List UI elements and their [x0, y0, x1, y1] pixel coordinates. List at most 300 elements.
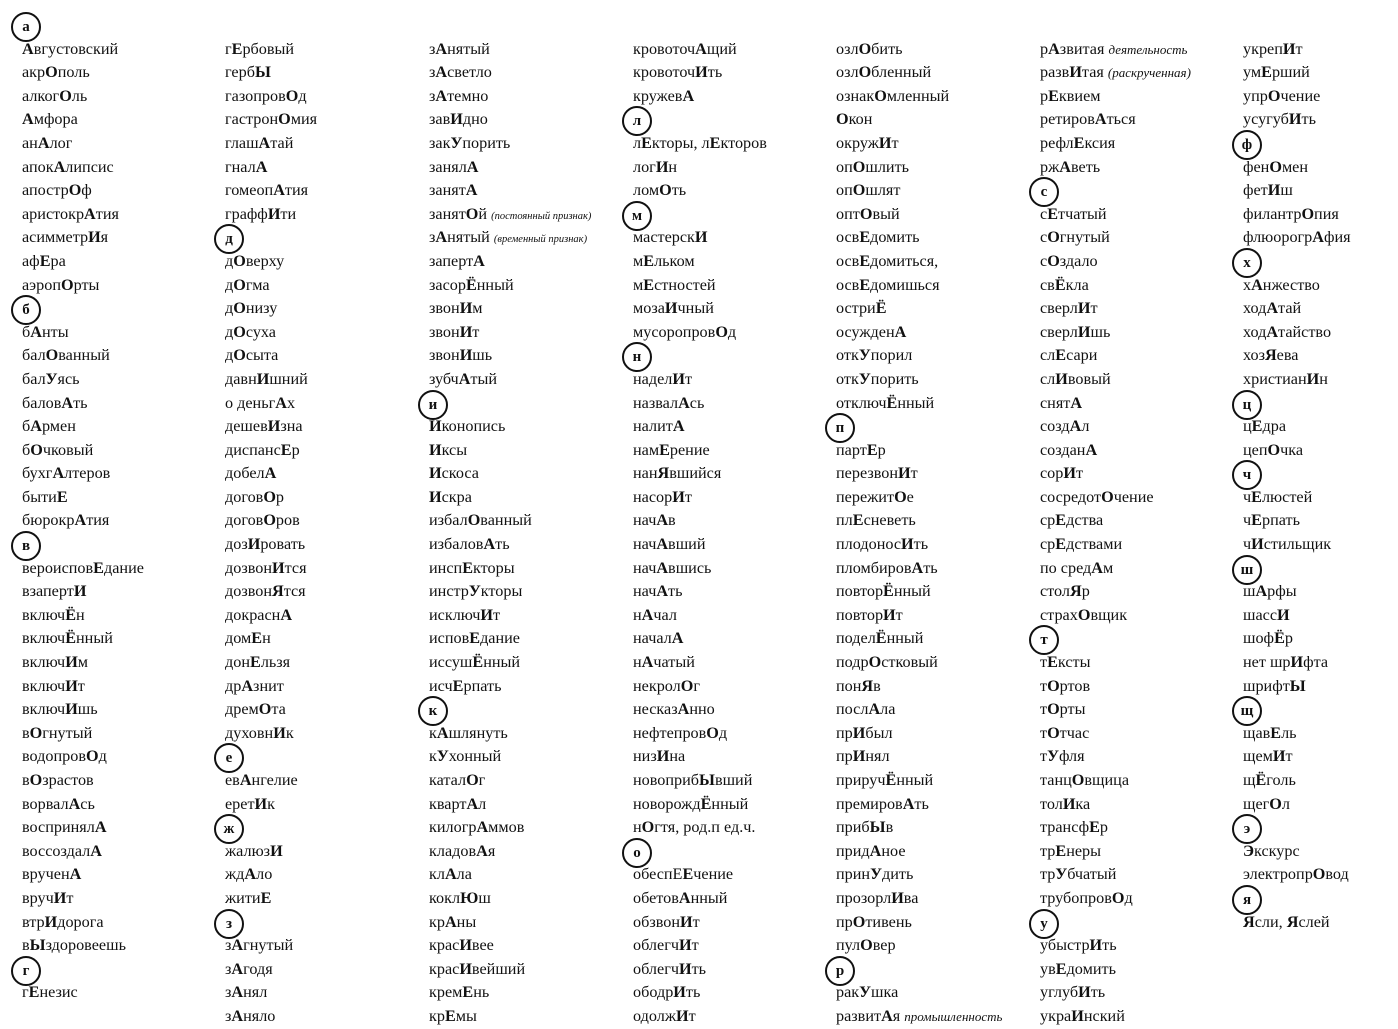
- dictionary-entry: [1040, 415, 1240, 439]
- word-fragment: д: [1124, 888, 1133, 907]
- word-fragment: асимметр: [22, 228, 89, 247]
- word-fragment: кскурс: [1253, 841, 1300, 860]
- stressed-letter: О: [1269, 157, 1282, 176]
- section-letter-badge: ш: [1232, 555, 1262, 585]
- blank-row: [429, 14, 629, 38]
- dictionary-entry: [225, 722, 425, 746]
- dictionary-entry: [22, 934, 222, 958]
- word-fragment: ровать: [260, 535, 306, 554]
- word-fragment: стол: [1040, 582, 1071, 601]
- word-fragment: добел: [225, 464, 265, 483]
- stressed-letter: О: [852, 912, 866, 931]
- stressed-letter: А: [672, 417, 685, 436]
- stressed-letter: И: [883, 605, 896, 624]
- word-fragment: ть: [707, 63, 723, 82]
- dictionary-entry: [836, 769, 1036, 793]
- stressed-letter: И: [673, 983, 686, 1002]
- dictionary-entry: [1040, 344, 1240, 368]
- dictionary-entry: [633, 462, 833, 486]
- stressed-letter: И: [664, 299, 678, 318]
- word-fragment: нефтепров: [633, 723, 707, 742]
- word-fragment: дешев: [225, 417, 268, 436]
- dictionary-entry: [429, 274, 629, 298]
- dictionary-entry: [1243, 344, 1398, 368]
- word-fragment: рпать: [463, 676, 502, 695]
- word-fragment: нно: [689, 700, 715, 719]
- dictionary-entry: [1040, 61, 1240, 85]
- word-fragment: ров: [275, 511, 300, 530]
- word-fragment: д: [298, 86, 307, 105]
- dictionary-entry: [633, 38, 833, 62]
- dictionary-entry: [225, 675, 425, 699]
- entry-note: деятельность: [1108, 41, 1188, 57]
- stressed-letter: А: [30, 322, 42, 341]
- word-fragment: плодонос: [836, 535, 902, 554]
- dictionary-entry: [836, 509, 1036, 533]
- word-fragment: назвал: [633, 393, 679, 412]
- stressed-letter: А: [678, 888, 691, 907]
- word-fragment: т: [684, 487, 692, 506]
- dictionary-entry: [429, 156, 629, 180]
- dictionary-entry: [836, 203, 1036, 227]
- word-fragment: квием: [1058, 86, 1101, 105]
- word-fragment: нжество: [1262, 275, 1320, 294]
- word-fragment: т: [891, 133, 899, 152]
- word-fragment: низу: [245, 299, 278, 318]
- word-fragment: т: [1285, 747, 1293, 766]
- section-letter-badge: н: [622, 342, 652, 372]
- dictionary-entry: [225, 250, 425, 274]
- stressed-letter: А: [255, 157, 268, 176]
- word-fragment: стильщик: [1263, 535, 1332, 554]
- dictionary-entry: [1040, 439, 1240, 463]
- dictionary-entry: [429, 722, 629, 746]
- stressed-letter: И: [73, 582, 87, 601]
- dictionary-entry: [633, 604, 833, 628]
- word-fragment: св: [1040, 275, 1055, 294]
- word-fragment: сор: [1040, 464, 1064, 483]
- stressed-letter: У: [858, 369, 871, 388]
- word-fragment: з: [429, 39, 436, 58]
- word-fragment: с: [1040, 228, 1048, 247]
- word-fragment: бухг: [22, 464, 53, 483]
- stressed-letter: Е: [1251, 417, 1263, 436]
- word-fragment: моза: [633, 299, 665, 318]
- word-fragment: ясь: [57, 369, 80, 388]
- section-letter-badge: э: [1232, 814, 1262, 844]
- stressed-letter: И: [480, 605, 494, 624]
- section-letter-badge: с: [1029, 177, 1059, 207]
- word-fragment: упр: [1243, 86, 1268, 105]
- word-fragment: тайство: [1278, 322, 1332, 341]
- word-fragment: рак: [836, 983, 860, 1002]
- word-fragment: нач: [633, 582, 657, 601]
- word-fragment: бчатый: [1067, 865, 1117, 884]
- stressed-letter: И: [459, 322, 473, 341]
- word-fragment: пл: [836, 511, 853, 530]
- section-letter-row: [633, 344, 833, 368]
- stressed-letter: А: [1266, 299, 1279, 318]
- word-fragment: дание: [480, 629, 520, 648]
- stressed-letter: Е: [1055, 346, 1067, 365]
- stressed-letter: О: [868, 653, 882, 672]
- word-fragment: лог: [49, 133, 73, 152]
- dictionary-entry: [225, 698, 425, 722]
- dictionary-entry: [1040, 1005, 1240, 1029]
- stressed-letter: Я: [1070, 582, 1082, 601]
- word-fragment: нский: [1083, 1006, 1125, 1025]
- word-fragment: в: [22, 771, 30, 789]
- blank-row: [1243, 14, 1398, 38]
- word-fragment: остри: [836, 299, 876, 318]
- word-fragment: н: [633, 653, 642, 672]
- stressed-letter: Е: [643, 251, 655, 270]
- dictionary-entry: [429, 344, 629, 368]
- dictionary-entry: [633, 179, 833, 203]
- word-fragment: ксия: [1084, 133, 1116, 152]
- word-fragment: др: [225, 676, 242, 695]
- stressed-letter: И: [273, 723, 286, 742]
- stressed-letter: А: [53, 157, 66, 176]
- word-fragment: н: [668, 157, 678, 176]
- dictionary-entry: [225, 557, 425, 581]
- dictionary-entry: [22, 675, 222, 699]
- word-fragment: лтеров: [64, 464, 111, 483]
- word-fragment: т: [1040, 700, 1048, 719]
- dictionary-entry: [633, 958, 833, 982]
- word-fragment: вер: [872, 936, 896, 955]
- section-letter-row: [22, 297, 222, 321]
- stressed-letter: О: [466, 771, 479, 789]
- word-fragment: глаш: [225, 133, 259, 152]
- dictionary-entry: [836, 840, 1036, 864]
- word-fragment: тр: [1040, 841, 1056, 860]
- word-fragment: гтя, род.п ед.ч.: [654, 818, 756, 837]
- stressed-letter: У: [859, 983, 872, 1002]
- dictionary-entry: [1040, 604, 1240, 628]
- word-fragment: кторы: [473, 558, 515, 577]
- word-fragment: гастрон: [225, 110, 279, 129]
- word-fragment: лом: [633, 181, 660, 200]
- stressed-letter: А: [280, 605, 293, 624]
- word-fragment: инсп: [429, 558, 463, 577]
- word-fragment: конопись: [441, 417, 506, 436]
- dictionary-entry: [633, 61, 833, 85]
- stressed-letter: О: [852, 157, 866, 176]
- stressed-letter: Е: [682, 865, 694, 884]
- word-fragment: чал: [653, 605, 677, 624]
- dictionary-entry: [429, 863, 629, 887]
- word-fragment: вшись: [668, 558, 712, 577]
- stressed-letter: Я: [1264, 346, 1277, 365]
- dictionary-entry: [429, 226, 629, 250]
- word-fragment: нный: [897, 393, 935, 412]
- word-fragment: озл: [836, 63, 859, 82]
- word-fragment: осв: [836, 228, 860, 247]
- dictionary-entry: [22, 321, 222, 345]
- word-fragment: трансф: [1040, 818, 1090, 837]
- word-fragment: ны: [456, 912, 477, 931]
- word-fragment: т: [77, 676, 85, 695]
- section-letter-row: [429, 392, 629, 416]
- word-fragment: ть: [913, 535, 929, 554]
- dictionary-entry: [22, 769, 222, 793]
- section-letter-badge: я: [1232, 885, 1262, 915]
- word-fragment: кон: [848, 110, 873, 129]
- word-fragment: оп: [836, 157, 853, 176]
- word-fragment: нял: [243, 983, 268, 1002]
- stressed-letter: И: [65, 676, 78, 695]
- word-fragment: чка: [1280, 440, 1304, 459]
- section-letter-row: [1243, 462, 1398, 486]
- word-fragment: ть: [923, 558, 938, 577]
- word-fragment: включ: [22, 605, 66, 624]
- dictionary-entry: [836, 179, 1036, 203]
- word-fragment: осв: [836, 251, 860, 270]
- word-fragment: догов: [225, 487, 264, 506]
- word-fragment: домишься: [870, 275, 940, 294]
- dictionary-entry: [1040, 840, 1240, 864]
- word-fragment: д: [98, 747, 107, 766]
- stressed-letter: И: [429, 417, 442, 436]
- dictionary-entry: [22, 627, 222, 651]
- word-fragment: развит: [836, 1006, 882, 1025]
- dictionary-entry: [633, 911, 833, 935]
- word-fragment: занят: [429, 181, 466, 200]
- word-fragment: шоф: [1243, 629, 1275, 648]
- stressed-letter: О: [1071, 771, 1085, 789]
- word-fragment: несказ: [633, 700, 678, 719]
- word-fragment: звон: [429, 322, 460, 341]
- word-fragment: щем: [1243, 747, 1273, 766]
- word-fragment: занят: [429, 204, 466, 223]
- dictionary-entry: [429, 816, 629, 840]
- stressed-letter: И: [901, 535, 914, 554]
- stressed-letter: Ё: [465, 275, 477, 294]
- section-letter-row: [1040, 627, 1240, 651]
- word-fragment: дорога: [57, 912, 104, 931]
- stressed-letter: И: [88, 228, 101, 247]
- word-fragment: пломбиров: [836, 558, 912, 577]
- word-fragment: опт: [836, 204, 860, 223]
- word-fragment: т: [66, 888, 74, 907]
- word-fragment: льком: [654, 251, 695, 270]
- dictionary-entry: [429, 297, 629, 321]
- word-fragment: кровоточ: [633, 39, 696, 58]
- stressed-letter: А: [435, 39, 448, 58]
- stressed-letter: А: [436, 723, 449, 742]
- stressed-letter: И: [1077, 299, 1091, 318]
- word-fragment: кладов: [429, 841, 477, 860]
- dictionary-entry: [1243, 297, 1398, 321]
- dictionary-entry: [836, 486, 1036, 510]
- word-fragment: парт: [836, 440, 867, 459]
- stressed-letter: А: [231, 1006, 244, 1025]
- section-letter-row: [22, 958, 222, 982]
- word-fragment: в: [668, 511, 676, 530]
- word-fragment: тай: [270, 133, 294, 152]
- word-fragment: е: [906, 487, 914, 506]
- stressed-letter: Е: [641, 133, 652, 152]
- stressed-letter: А: [1094, 110, 1107, 129]
- dictionary-entry: [225, 627, 425, 651]
- word-fragment: нач: [633, 511, 657, 530]
- dictionary-entry: [633, 297, 833, 321]
- stressed-letter: Е: [866, 440, 878, 459]
- word-fragment: фен: [1243, 157, 1270, 176]
- dictionary-entry: [1040, 132, 1240, 156]
- word-fragment: н: [76, 605, 85, 624]
- stressed-letter: Е: [280, 440, 292, 459]
- stressed-letter: О: [68, 181, 82, 200]
- dictionary-entry: [1243, 321, 1398, 345]
- word-fragment: тся: [283, 582, 306, 601]
- word-fragment: р: [291, 440, 300, 459]
- word-fragment: шь: [77, 700, 98, 719]
- stressed-letter: Е: [859, 251, 871, 270]
- stressed-letter: О: [45, 63, 58, 82]
- word-fragment: порить: [870, 369, 919, 388]
- word-fragment: балов: [22, 393, 62, 412]
- word-fragment: н: [262, 629, 271, 648]
- word-fragment: звон: [429, 346, 460, 365]
- word-fragment: филантр: [1243, 204, 1302, 223]
- stressed-letter: У: [858, 346, 871, 365]
- dictionary-entry: [1243, 38, 1398, 62]
- word-fragment: ш: [1280, 181, 1293, 200]
- word-fragment: ум: [1243, 63, 1262, 82]
- stressed-letter: И: [1251, 535, 1264, 554]
- dictionary-entry: [836, 61, 1036, 85]
- stressed-letter: У: [436, 747, 449, 766]
- dictionary-entry: [633, 769, 833, 793]
- stressed-letter: И: [1062, 794, 1076, 813]
- stressed-letter: Ё: [875, 299, 887, 318]
- section-letter-badge: е: [214, 743, 244, 773]
- word-fragment: рефл: [1040, 133, 1074, 152]
- word-fragment: тчас: [1059, 723, 1090, 742]
- stressed-letter: Е: [1047, 653, 1058, 672]
- word-fragment: страх: [1040, 605, 1078, 624]
- word-fragment: осужден: [836, 322, 895, 341]
- word-fragment: д: [225, 322, 234, 341]
- word-fragment: здоровеешь: [45, 936, 126, 955]
- word-fragment: нам: [633, 440, 660, 459]
- word-fragment: шь: [472, 346, 493, 365]
- stressed-letter: Ы: [869, 818, 886, 837]
- dictionary-entry: [225, 863, 425, 887]
- dictionary-entry: [1040, 156, 1240, 180]
- dictionary-entry: [22, 203, 222, 227]
- word-fragment: посл: [836, 700, 869, 719]
- word-fragment: убыстр: [1040, 936, 1090, 955]
- stressed-letter: У: [1055, 865, 1068, 884]
- word-fragment: рж: [1040, 157, 1060, 176]
- stressed-letter: А: [74, 511, 87, 530]
- word-fragment: нач: [633, 558, 657, 577]
- word-fragment: вый: [872, 204, 900, 223]
- word-fragment: тия: [284, 181, 309, 200]
- word-fragment: ммов: [488, 818, 525, 837]
- word-fragment: дра: [1262, 417, 1286, 436]
- stressed-letter: А: [677, 700, 690, 719]
- word-fragment: одолж: [633, 1006, 677, 1025]
- word-fragment: ль: [71, 86, 88, 105]
- word-fragment: рты: [1059, 700, 1086, 719]
- word-fragment: пия: [1314, 204, 1339, 223]
- dictionary-entry: [22, 392, 222, 416]
- dictionary-entry: [836, 250, 1036, 274]
- word-fragment: христиан: [1243, 369, 1307, 388]
- dictionary-entry: [1040, 722, 1240, 746]
- stressed-letter: И: [1290, 653, 1304, 672]
- dictionary-entry: [225, 274, 425, 298]
- dictionary-entry: [1040, 675, 1240, 699]
- word-fragment: тай: [1278, 299, 1302, 318]
- word-fragment: газопров: [225, 86, 286, 105]
- stressed-letter: У: [1047, 747, 1059, 766]
- word-fragment: б: [22, 440, 31, 459]
- stressed-letter: О: [263, 511, 276, 530]
- stressed-letter: О: [233, 299, 246, 318]
- word-fragment: налит: [633, 417, 673, 436]
- stressed-letter: Е: [462, 558, 473, 577]
- word-fragment: ч: [1243, 535, 1252, 554]
- dictionary-column-2: [225, 14, 425, 1029]
- section-letter-row: [1243, 132, 1398, 156]
- word-fragment: ознак: [836, 86, 875, 105]
- stressed-letter: Е: [1055, 511, 1067, 530]
- word-fragment: нный: [893, 582, 931, 601]
- stressed-letter: И: [65, 700, 78, 719]
- stressed-letter: О: [706, 723, 719, 742]
- dictionary-entry: [1243, 226, 1398, 250]
- word-fragment: приб: [836, 818, 870, 837]
- stressed-letter: Е: [1047, 204, 1058, 223]
- word-fragment: ув: [1040, 959, 1056, 978]
- stressed-letter: А: [94, 818, 107, 837]
- word-fragment: догов: [225, 511, 264, 530]
- dictionary-entry: [22, 156, 222, 180]
- stressed-letter: О: [263, 487, 276, 506]
- word-fragment: поль: [57, 63, 90, 82]
- dictionary-entry: [22, 108, 222, 132]
- word-fragment: цеп: [1243, 440, 1268, 459]
- word-fragment: шасс: [1243, 605, 1278, 624]
- word-fragment: аф: [22, 251, 40, 270]
- word-fragment: мленный: [886, 86, 950, 105]
- entry-note: промышленность: [904, 1008, 1003, 1024]
- word-fragment: нный: [886, 629, 924, 648]
- blank-row: [1040, 14, 1240, 38]
- stressed-letter: О: [1047, 676, 1060, 695]
- word-fragment: углуб: [1040, 983, 1079, 1002]
- stressed-letter: А: [656, 511, 669, 530]
- stressed-letter: О: [1077, 605, 1091, 624]
- stressed-letter: О: [1047, 228, 1060, 247]
- stressed-letter: И: [267, 204, 281, 223]
- word-fragment: фия: [1323, 228, 1351, 247]
- stressed-letter: И: [254, 794, 268, 813]
- word-fragment: з: [225, 959, 232, 978]
- stressed-letter: И: [450, 110, 463, 129]
- section-letter-badge: ф: [1232, 130, 1262, 160]
- dictionary-entry: [633, 627, 833, 651]
- word-fragment: тая: [1081, 63, 1104, 82]
- dictionary-entry: [429, 85, 629, 109]
- section-letter-badge: х: [1232, 248, 1262, 278]
- word-fragment: нач: [633, 535, 657, 554]
